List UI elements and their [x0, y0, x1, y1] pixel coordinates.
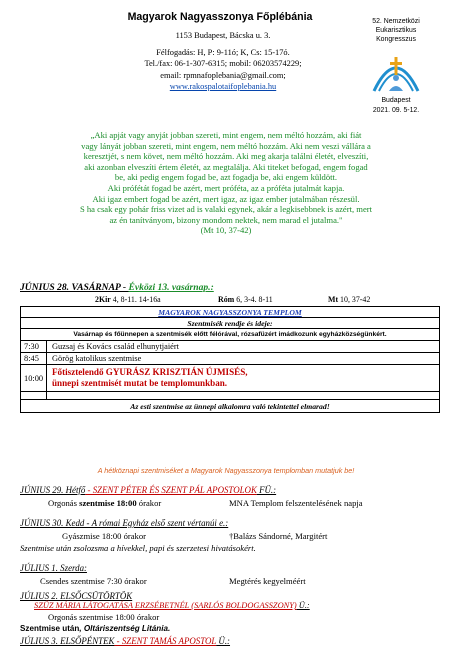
mass-type: Orgonás	[48, 498, 80, 508]
first-mass-line-2: ünnepi szentmisét mutat be templomunkban.	[52, 378, 228, 388]
day-feast: - SZENT TAMÁS APOSTOL	[114, 636, 217, 646]
day-date: JÚNIUS 29. Hétfő	[20, 485, 86, 495]
congress-dates: 2021. 09. 5-12.	[372, 107, 420, 114]
evening-mass-note: Az esti szentmise az ünnepi alkalomra való tekintettel elmarad!	[130, 401, 330, 411]
day-feast-line	[34, 601, 310, 610]
quote-line: „Aki apját vagy anyját jobban szereti, mint engem, nem méltó hozzám, aki fiát	[90, 130, 362, 140]
quote-line: keresztjét, s nem követ, nem méltó hozzám. Aki meg akarja találni életét, elveszíti,	[83, 151, 369, 162]
quote-line: Aki igaz embert fogad be azért, mert igaz, az igaz ember jutalmában részesül.	[92, 193, 360, 204]
mass-detail: Orgonás szentmise 18:00 órakor	[48, 612, 160, 622]
congress-line-1: 52. Nemzetközi	[372, 18, 420, 25]
congress-place	[356, 96, 436, 116]
day-heading	[20, 563, 87, 573]
mass-time-suffix: órakor	[136, 498, 162, 508]
table-row	[21, 307, 439, 318]
quote-line: S ha csak egy pohár friss vizet ad is valaki egynek, akár a legkisebbnek is azért, mert	[79, 204, 373, 215]
reading-2-book: Róm	[218, 295, 235, 304]
mass-time: 8:45	[21, 353, 47, 364]
gospel-book: Mt	[328, 295, 339, 304]
mass-intention: †Balázs Sándorné, Margitért	[229, 531, 328, 541]
parish-title: Magyarok Nagyasszonya Főplébánia	[127, 11, 313, 23]
phone-numbers: Tel./fax: 06-1-307-6315; mobil: 06203574229;	[144, 59, 302, 68]
day-heading	[20, 485, 276, 495]
day-date: JÚLIUS 2. ELSŐCSÜTÖRTÖK	[20, 591, 133, 601]
after-mass-note: Szentmise után zsolozsma a hívekkel, papi és szerzetesi hivatásokért.	[20, 543, 256, 553]
mass-schedule-table	[20, 306, 440, 413]
mass-detail: Gyászmise 18:00 órakor	[62, 531, 147, 541]
after-mass-litany: , Oltáriszentség Litánia.	[79, 624, 171, 633]
quote-reference: (Mt 10, 37-42)	[200, 225, 252, 236]
table-row	[21, 329, 439, 341]
day-heading	[20, 636, 230, 646]
after-mass-note	[20, 624, 170, 633]
quote-line: Aki prófétát fogad be azért, mert próféta, az a próféta jutalmát kapja.	[107, 182, 345, 193]
mass-intention: MNA Templom felszentelésének napja	[229, 498, 363, 508]
weekday-mass-note: A hétköznapi szentmiséket a Magyarok Nagyasszonya templomban mutatjuk be!	[97, 466, 355, 475]
mass-time: 7:30	[21, 341, 47, 352]
first-mass-line-1: Főtisztelendő GYURÁSZ KRISZTIÁN ÚJMISÉS,	[52, 367, 248, 377]
sunday-date: JÚNIUS 28. VASÁRNAP -	[20, 282, 129, 293]
gospel-reading	[328, 295, 370, 304]
quote-line: aki azonban elveszíti értem életét, az megtalálja. Aki titeket befogad, engem fogad	[84, 161, 368, 172]
quote-line: vagy lányát jobban szereti, mint engem, nem méltó hozzám. Aki nem veszi vállára a	[81, 140, 371, 151]
quote-line: az én tanítványom, bizony mondom nektek, nem marad el jutalma."	[109, 214, 343, 225]
mass-intention: Guzsaj és Kovács család elhunytjaiért	[52, 342, 179, 351]
sunday-heading	[20, 282, 214, 293]
congress-line-2: Eukarisztikus	[375, 26, 417, 34]
table-row	[21, 353, 439, 365]
table-row	[21, 365, 439, 392]
reading-1-ref: 4, 8-11. 14-16a	[110, 295, 161, 304]
parish-address: 1153 Budapest, Bácska u. 3.	[175, 31, 271, 40]
mass-intention: Görög katolikus szentmise	[52, 354, 142, 363]
after-mass-bold: Szentmise után	[20, 624, 80, 633]
quote-line: be, aki pedig engem fogad be, azt fogadja be, aki engem küldött.	[114, 172, 338, 183]
table-row	[21, 400, 439, 412]
day-date: JÚLIUS 1. Szerda:	[20, 563, 87, 573]
day-rank: Ü.:	[216, 636, 231, 646]
rosary-note: Vasárnap és főünnepen a szentmisék előtt félórával, rózsafüzért imádkozunk egyházközségünkért.	[73, 331, 387, 338]
congress-title	[356, 18, 436, 44]
day-date: JÚLIUS 3. ELSŐPÉNTEK	[20, 636, 115, 646]
day-rank: FÜ.:	[256, 485, 277, 495]
mass-order-title: Szentmisék rendje és ideje:	[187, 318, 273, 328]
mass-detail	[48, 498, 161, 508]
gospel-ref: 10, 37-42	[338, 295, 371, 304]
mass-time: szentmise 18:00	[79, 498, 137, 508]
table-row	[21, 341, 439, 353]
congress-city: Budapest	[381, 97, 411, 104]
mass-intention: Megtérés kegyelméért	[229, 576, 306, 586]
reading-2-ref: 6, 3-4. 8-11	[234, 295, 273, 304]
church-name: MAGYAROK NAGYASSZONYA TEMPLOM	[158, 307, 302, 317]
website-link[interactable]: www.rakospalotaifoplebania.hu	[169, 82, 277, 91]
mass-time: 10:00	[21, 365, 47, 391]
reading-2	[218, 295, 273, 304]
mass-detail: Csendes szentmise 7:30 órakor	[40, 576, 147, 586]
gospel-quote	[20, 130, 432, 236]
office-hours: Félfogadás: H, P: 9-11ó; K, Cs: 15-17ó.	[156, 48, 290, 57]
table-row	[21, 318, 439, 329]
day-rank: Ü.:	[296, 601, 310, 610]
day-heading	[20, 591, 132, 601]
congress-line-3: Kongresszus	[376, 35, 416, 43]
reading-1-book: 2Kir	[95, 295, 111, 304]
email-address: email: rpmnafoplebania@gmail.com;	[160, 71, 286, 80]
table-spacer	[21, 392, 439, 400]
day-feast: - SZENT PÉTER ÉS SZENT PÁL APOSTOLOK	[85, 485, 257, 495]
empty-cell	[21, 392, 47, 399]
reading-1	[95, 295, 161, 304]
eucharistic-congress-logo-icon	[366, 51, 426, 101]
sunday-feast: Évközi 13. vasárnap.:	[128, 282, 214, 293]
first-mass-announcement	[47, 367, 248, 389]
day-feast: SZŰZ MÁRIA LÁTOGATÁSA ERZSÉBETNÉL (SARLÓS BOLDOGASSZONY)	[34, 601, 297, 610]
day-heading	[20, 518, 228, 528]
day-date: JÚNIUS 30. Kedd - A római Egyház első szent vértanúi e.:	[20, 518, 229, 528]
